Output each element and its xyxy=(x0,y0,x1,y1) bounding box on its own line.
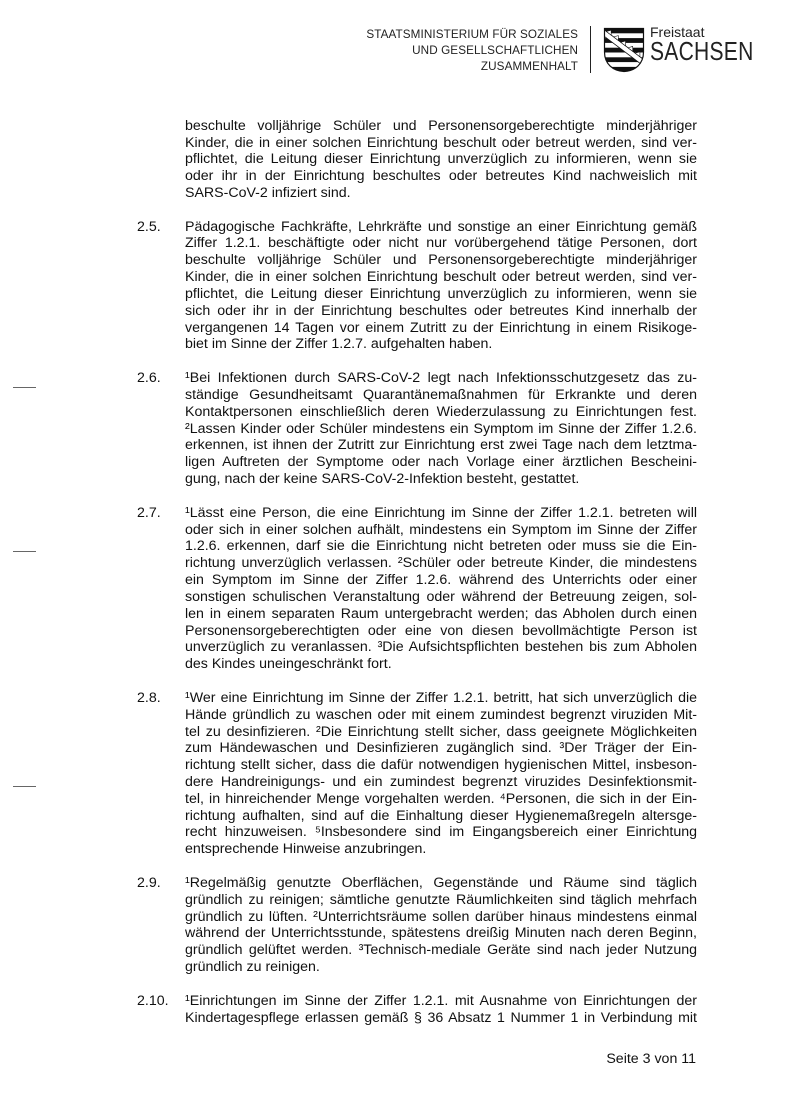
text-line: richtung unverzüglich verlassen. ²Schüler oder betreute Kinder, die mindestens xyxy=(185,555,697,572)
fold-mark xyxy=(13,551,36,552)
text-line: ¹Einrichtungen im Sinne der Ziffer 1.2.1. mit Ausnahme von Einrichtungen der xyxy=(185,992,697,1009)
text-line: gründlich zu reinigen; sämtliche genutzte Räumlichkeiten sind täglich mehrfach xyxy=(185,891,697,908)
text-line: SARS-CoV-2 infiziert sind. xyxy=(185,185,351,201)
state-label-large: SACHSEN xyxy=(650,36,754,66)
text-line: erkennen, ist ihnen der Zutritt zur Einrichtung erst zwei Tage nach dem letztma- xyxy=(185,437,697,454)
text-line: ¹Regelmäßig genutzte Oberflächen, Gegenstände und Räume sind täglich xyxy=(185,874,697,891)
text-line: des Kindes uneingeschränkt fort. xyxy=(185,656,392,673)
paragraph-text xyxy=(185,993,697,1027)
text-line: biet im Sinne der Ziffer 1.2.7. aufgehalten haben. xyxy=(185,336,493,353)
text-line: oder sich in einer solchen aufhält, mindestens ein Symptom im Sinne der Ziffer xyxy=(185,521,697,538)
state-label-small: Freistaat xyxy=(650,24,705,40)
text-line: gung, nach der keine SARS-CoV-2-Infektion besteht, gestattet. xyxy=(185,471,580,488)
text-line: pflichtet, die Leitung dieser Einrichtung unverzüglich zu informieren, wenn sie xyxy=(185,285,697,302)
text-line: gründlich zu reinigen. xyxy=(185,959,320,976)
text-line: Kinder, die in einer solchen Einrichtung beschult oder betreut werden, sind ver- xyxy=(185,269,697,286)
section-2-6 xyxy=(137,370,697,488)
section-number xyxy=(137,118,185,135)
ministry-name-line: STAATSMINISTERIUM FÜR SOZIALES xyxy=(366,28,578,41)
text-line: Pädagogische Fachkräfte, Lehrkräfte und sonstige an einer Einrichtung gemäß xyxy=(185,218,697,235)
section-2-10 xyxy=(137,993,697,1027)
ministry-name-line: UND GESELLSCHAFTLICHEN xyxy=(412,44,578,57)
letterhead xyxy=(0,0,785,90)
text-line: Hände gründlich zu waschen oder mit einem zumindest begrenzt viruziden Mit- xyxy=(185,706,697,723)
text-line: ²Lassen Kinder oder Schüler mindestens ein Symptom im Sinne der Ziffer 1.2.6. xyxy=(185,420,697,437)
ministry-name xyxy=(366,27,578,75)
section-number: 2.6. xyxy=(137,370,161,387)
section-2-7 xyxy=(137,505,697,673)
text-line: Kontaktpersonen einschließlich deren Wiederzulassung zu Einrichtungen fest. xyxy=(185,403,697,420)
text-line: len in einem separaten Raum untergebracht werden; das Abholen durch einen xyxy=(185,605,697,622)
text-line: richtung stellt sicher, dass die dafür notwendigen hygienischen Mittel, insbeson- xyxy=(185,757,697,774)
section-number: 2.10. xyxy=(137,992,169,1009)
text-line: unverzüglich zu veranlassen. ³Die Aufsichtspflichten bestehen bis zum Abholen xyxy=(185,639,697,656)
text-line: entsprechende Hinweise anzubringen. xyxy=(185,841,427,858)
continued-paragraph xyxy=(137,118,697,202)
text-line: während der Unterrichtsstunde, spätestens dreißig Minuten nach deren Beginn, xyxy=(185,925,697,942)
letterhead-divider xyxy=(590,26,591,73)
paragraph-text xyxy=(185,875,697,976)
text-line: sonstigen schulischen Veranstaltung oder während der Betreuung zeigen, sol- xyxy=(185,588,697,605)
saxony-coat-of-arms-icon xyxy=(603,27,645,73)
text-line: pflichtet, die Leitung dieser Einrichtung unverzüglich zu informieren, wenn sie xyxy=(185,151,697,168)
page-number: Seite 3 von 11 xyxy=(606,1050,696,1067)
text-line: tel, in hinreichender Menge vorgehalten werden. ⁴Personen, die sich in der Ein- xyxy=(185,790,697,807)
document-body xyxy=(137,118,697,1044)
text-line: vergangenen 14 Tagen vor einem Zutritt zu der Einrichtung in einem Risikoge- xyxy=(185,319,697,336)
text-line: ¹Bei Infektionen durch SARS-CoV-2 legt nach Infektionsschutzgesetz das zu- xyxy=(185,370,697,387)
ministry-name-line: ZUSAMMENHALT xyxy=(480,60,578,73)
text-line: zum Händewaschen und Desinfizieren zugänglich sind. ³Der Träger der Ein- xyxy=(185,740,697,757)
section-number: 2.5. xyxy=(137,218,161,235)
paragraph-text xyxy=(185,219,697,354)
text-line: ligen Auftreten der Symptome oder nach Vorlage einer ärztlichen Bescheini- xyxy=(185,454,697,471)
text-line: ein Symptom im Sinne der Ziffer 1.2.6. während des Unterrichts oder einer xyxy=(185,572,697,589)
text-line: recht hinzuweisen. ⁵Insbesondere sind im Eingangsbereich einer Einrichtung xyxy=(185,824,697,841)
text-line: Kinder, die in einer solchen Einrichtung beschult oder betreut werden, sind ver- xyxy=(185,134,697,151)
text-line: sich oder ihr in der Einrichtung beschultes oder betreutes Kind innerhalb der xyxy=(185,302,697,319)
text-line: tel zu desinfizieren. ²Die Einrichtung stellt sicher, dass geeignete Möglichkeiten xyxy=(185,723,697,740)
paragraph-text xyxy=(185,370,697,488)
paragraph-text xyxy=(185,118,697,202)
section-number: 2.9. xyxy=(137,874,161,891)
text-line: ¹Lässt eine Person, die eine Einrichtung im Sinne der Ziffer 1.2.1. betreten will xyxy=(185,504,697,521)
text-line: dere Handreinigungs- und ein zumindest begrenzt viruzides Desinfektionsmit- xyxy=(185,773,697,790)
text-line: richtung aufhalten, sind auf die Einhaltung dieser Hygienemaßregeln altersge- xyxy=(185,807,697,824)
section-2-9 xyxy=(137,875,697,976)
section-2-5 xyxy=(137,219,697,354)
text-line: gründlich gelüftet werden. ³Technisch-mediale Geräte sind nach jeder Nutzung xyxy=(185,942,697,959)
paragraph-text xyxy=(185,690,697,858)
section-2-8 xyxy=(137,690,697,858)
text-line: 1.2.6. erkennen, darf sie die Einrichtung nicht betreten oder muss sie die Ein- xyxy=(185,538,697,555)
text-line: Kindertagespflege erlassen gemäß § 36 Absatz 1 Nummer 1 in Verbindung mit xyxy=(185,1009,697,1026)
text-line: Ziffer 1.2.1. beschäftigte oder nicht nur vorübergehend tätige Personen, dort xyxy=(185,235,697,252)
text-line: gründlich zu lüften. ²Unterrichtsräume sollen darüber hinaus mindestens einmal xyxy=(185,908,697,925)
section-number: 2.7. xyxy=(137,504,161,521)
text-line: oder ihr in der Einrichtung beschultes oder betreutes Kind nachweislich mit xyxy=(185,168,697,185)
text-line: ständige Gesundheitsamt Quarantänemaßnahmen für Erkrankte und deren xyxy=(185,386,697,403)
paragraph-text xyxy=(185,505,697,673)
fold-mark xyxy=(13,387,36,388)
text-line: beschulte volljährige Schüler und Personensorgeberechtigte minderjähriger xyxy=(185,117,697,134)
text-line: ¹Wer eine Einrichtung im Sinne der Ziffer 1.2.1. betritt, hat sich unverzüglich die xyxy=(185,689,697,706)
fold-mark xyxy=(13,786,36,787)
text-line: Personensorgeberechtigten oder eine von diesen bevollmächtigte Person ist xyxy=(185,622,697,639)
text-line: beschulte volljährige Schüler und Personensorgeberechtigte minderjähriger xyxy=(185,252,697,269)
section-number: 2.8. xyxy=(137,689,161,706)
